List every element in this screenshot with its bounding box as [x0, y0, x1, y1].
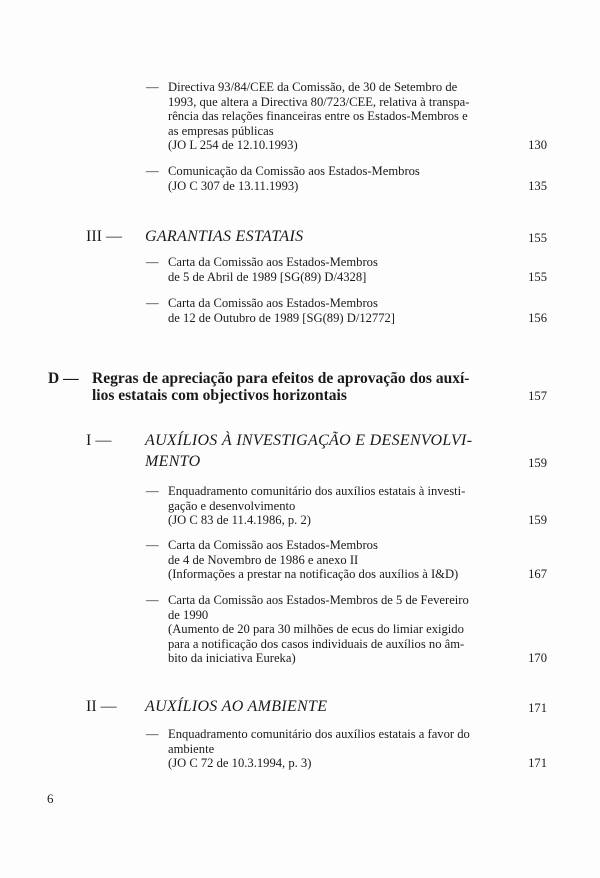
entry-page-number: 159	[528, 456, 547, 470]
entry-text-line: de 4 de Novembro de 1986 e anexo II	[168, 552, 359, 567]
entry-page-number: 167	[528, 567, 547, 582]
page-number: 6	[47, 791, 54, 806]
entry-page-number: 171	[528, 701, 547, 715]
entry-page-number: 155	[528, 269, 547, 284]
entry-text-line: (JO C 72 de 10.3.1994, p. 3)	[168, 756, 312, 771]
entry-page-number: 170	[528, 651, 547, 666]
entry-text-line: de 1990	[168, 607, 209, 622]
entry-marker: —	[146, 296, 159, 310]
entry-text-line: rência das relações financeiras entre os Estados-Membros e	[168, 109, 468, 124]
entry-text-line: (JO L 254 de 12.10.1993)	[168, 138, 298, 153]
entry-marker: II —	[86, 698, 117, 715]
entry-page-number: 135	[528, 178, 547, 193]
entry-text-line: GARANTIAS ESTATAIS	[145, 228, 304, 245]
entry-text-line: Enquadramento comunitário dos auxílios estatais à investi-	[168, 484, 466, 498]
entry-marker: —	[146, 484, 159, 498]
entry-text-line: Comunicação da Comissão aos Estados-Membros	[168, 164, 420, 178]
entry-text-line: Regras de apreciação para efeitos de aprovação dos auxí-	[92, 370, 470, 387]
entry-text-line: Enquadramento comunitário dos auxílios estatais a favor do	[168, 727, 470, 741]
entry-page-number: 155	[528, 231, 547, 245]
entry-text-line: Carta da Comissão aos Estados-Membros de 5 de Fevereiro	[168, 593, 469, 607]
entry-text-line: (Informações a prestar na notificação dos auxílios à I&D)	[168, 567, 459, 582]
entry-text-line: Carta da Comissão aos Estados-Membros	[168, 255, 378, 269]
entry-text-line: AUXÍLIOS AO AMBIENTE	[145, 698, 328, 715]
entry-page-number: 171	[528, 756, 547, 771]
entry-text-line: MENTO	[145, 453, 201, 470]
entry-marker: —	[146, 255, 159, 269]
entry-text-line: lios estatais com objectivos horizontais	[92, 386, 347, 404]
entry-text-line: bito da iniciativa Eureka)	[168, 651, 296, 666]
entry-text-line: as empresas públicas	[168, 123, 274, 138]
entry-marker: —	[146, 727, 159, 741]
entry-marker: III —	[86, 228, 122, 245]
entry-text-line: 1993, que altera a Directiva 80/723/CEE, relativa à transpa-	[168, 94, 470, 109]
entry-page-number: 157	[528, 388, 547, 403]
entry-marker: I —	[86, 432, 112, 449]
entry-marker: —	[146, 164, 159, 178]
entry-text-line: Carta da Comissão aos Estados-Membros	[168, 296, 378, 310]
entry-page-number: 159	[528, 513, 547, 528]
entry-marker: —	[146, 538, 159, 552]
entry-marker: —	[146, 80, 159, 94]
entry-text-line: gação e desenvolvimento	[168, 498, 296, 513]
entry-text-line: Directiva 93/84/CEE da Comissão, de 30 de Setembro de	[168, 80, 458, 94]
entry-text-line: ambiente	[168, 741, 215, 756]
entry-text-line: Carta da Comissão aos Estados-Membros	[168, 538, 378, 552]
entry-page-number: 156	[528, 310, 547, 325]
entry-text-line: (JO C 83 de 11.4.1986, p. 2)	[168, 513, 311, 528]
entry-text-line: de 12 de Outubro de 1989 [SG(89) D/12772]	[168, 310, 396, 325]
entry-text-line: AUXÍLIOS À INVESTIGAÇÃO E DESENVOLVI-	[145, 432, 473, 449]
entry-text-line: (JO C 307 de 13.11.1993)	[168, 178, 299, 193]
entry-text-line: para a notificação dos casos individuais de auxílios no âm-	[168, 636, 465, 651]
entry-marker: —	[146, 593, 159, 607]
entry-text-line: (Aumento de 20 para 30 milhões de ecus do limiar exigido	[168, 622, 464, 637]
entry-marker: D —	[48, 370, 79, 387]
entry-page-number: 130	[528, 138, 547, 153]
entry-text-line: de 5 de Abril de 1989 [SG(89) D/4328]	[168, 269, 367, 284]
